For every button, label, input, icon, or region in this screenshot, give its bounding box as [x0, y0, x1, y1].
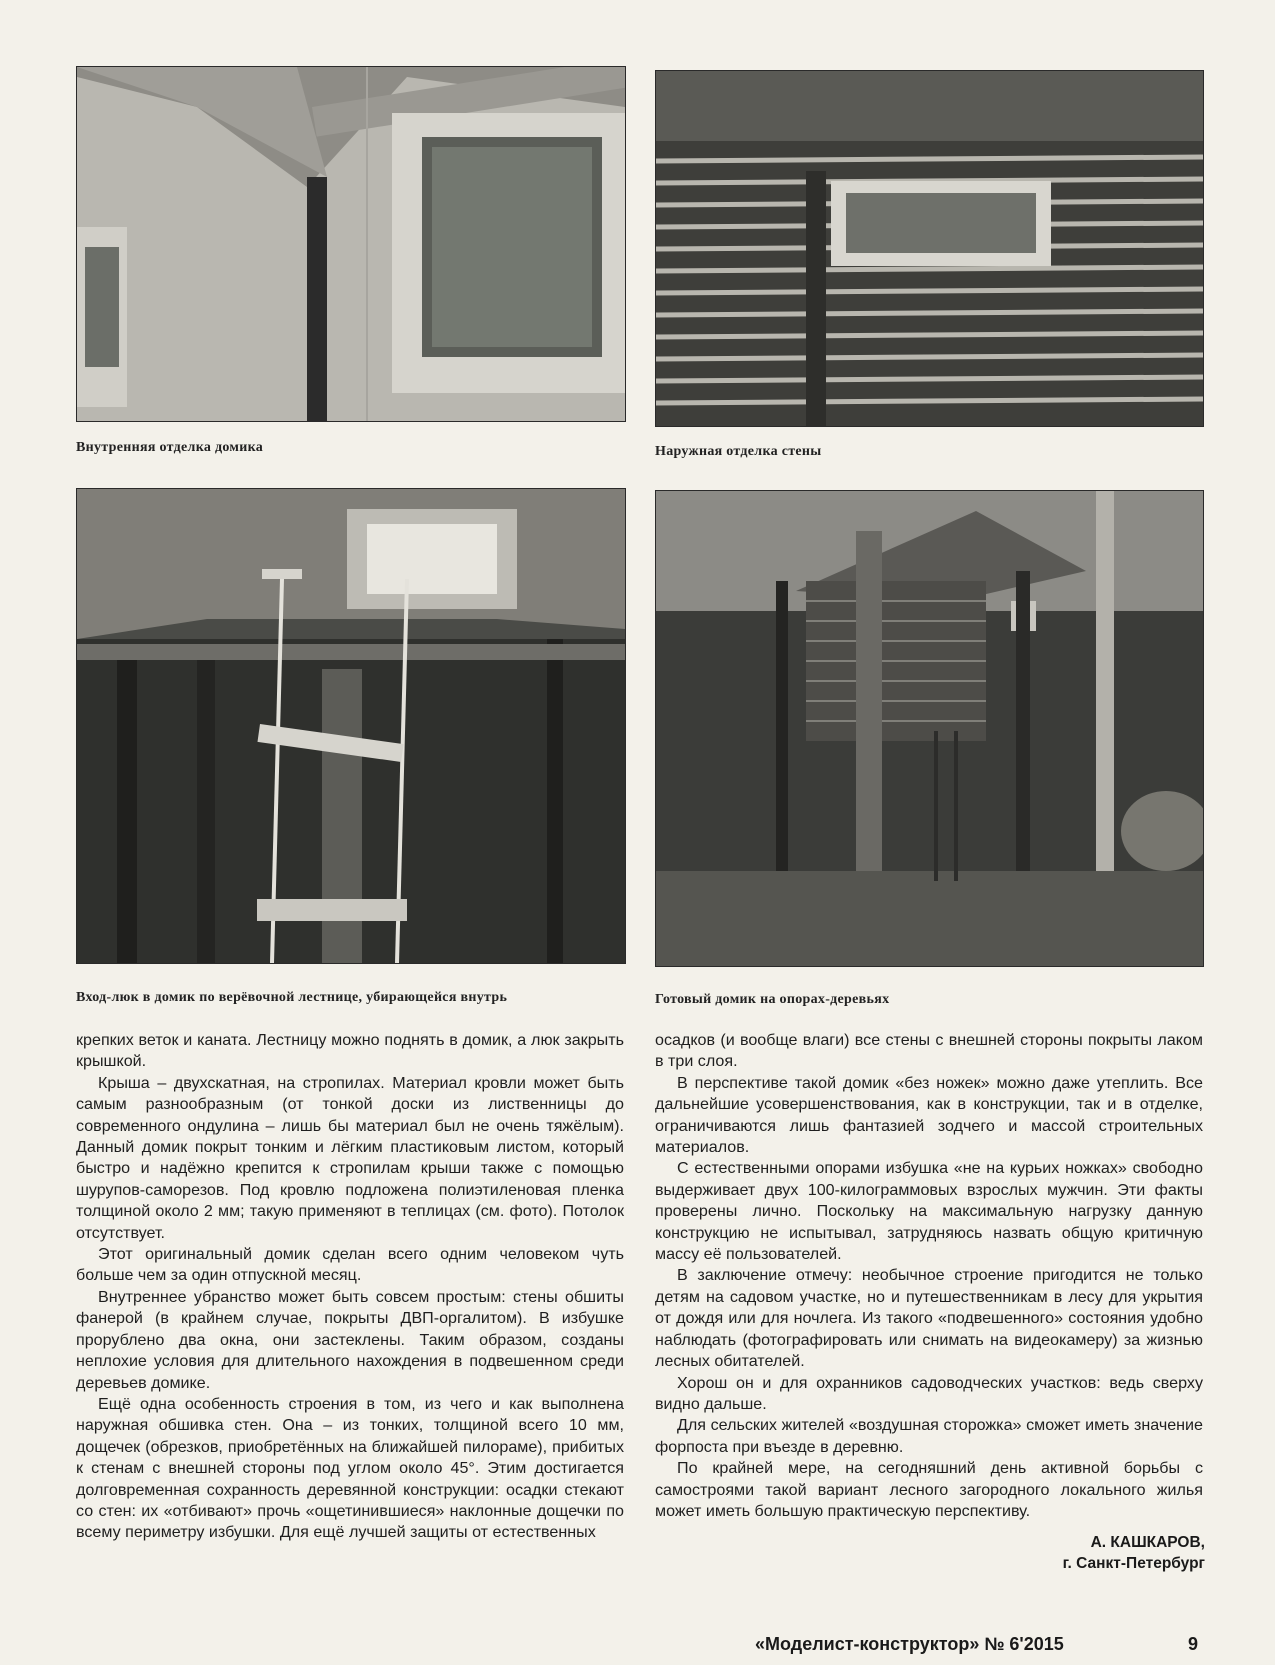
photo-exterior-wall-image [656, 71, 1203, 426]
caption-interior: Внутренняя отделка домика [76, 440, 264, 455]
photo-exterior-wall [655, 70, 1204, 427]
photo-finished-treehouse-image [656, 491, 1203, 966]
caption-hatch-ladder: Вход-люк в домик по верёвочной лестнице, убирающейся внутрь [76, 990, 508, 1005]
article-left-column [76, 1030, 624, 1544]
article-paragraph: Хорош он и для охранников садоводческих участков: ведь сверху видно дальше. [655, 1373, 1203, 1413]
author-city: г. Санкт-Петербург [1062, 1555, 1205, 1572]
magazine-title: «Моделист-конструктор» № 6'2015 [755, 1634, 1064, 1654]
article-paragraph: Для сельских жителей «воздушная сторожка» сможет иметь значение форпоста при въезде в деревню. [655, 1416, 1203, 1456]
page-number: 9 [1188, 1634, 1199, 1654]
article-paragraph: Этот оригинальный домик сделан всего одним человеком чуть больше чем за один отпускной месяц. [76, 1245, 624, 1285]
photo-interior-image [77, 67, 625, 421]
photo-finished-treehouse [655, 490, 1204, 967]
caption-exterior-wall: Наружная отделка стены [655, 444, 822, 459]
article-right-column [655, 1030, 1203, 1522]
photo-interior [76, 66, 626, 422]
article-paragraph: В перспективе такой домик «без ножек» можно даже утеплить. Все дальнейшие усовершенствования, как в конструкции, так и в отделке, ограничиваются лишь фантазией зодчего и массой строительных материалов. [655, 1073, 1203, 1157]
article-paragraph: Внутреннее убранство может быть совсем простым: стены обшиты фанерой (в крайнем случае, покрыты ДВП-оргалитом). В избушке прорублено два окна, они застеклены. Таким образом, созданы неплохие условия для длительного нахождения в подвешенном среди деревьев домике. [76, 1287, 624, 1392]
article-paragraph: Крыша – двухскатная, на стропилах. Материал кровли может быть самым разнообразным (от тонкой доски из лиственницы до современного ондулина – лишь бы материал был не очень тяжёлым). Данный домик покрыт тонким и лёгким пластиковым листом, который быстро и надёжно крепится к стропилам крыши также с помощью шурупов-саморезов. Под кровлю подложена полиэтиленовая пленка толщиной около 2 мм; такую применяют в теплицах (см. фото). Потолок отсутствует. [76, 1073, 624, 1242]
photo-hatch-ladder-image [77, 489, 625, 963]
photo-hatch-ladder [76, 488, 626, 964]
article-paragraph: осадков (и вообще влаги) все стены с внешней стороны покрыты лаком в три слоя. [655, 1031, 1203, 1071]
article-paragraph: крепких веток и каната. Лестницу можно поднять в домик, а люк закрыть крышкой. [76, 1031, 624, 1071]
article-paragraph: В заключение отмечу: необычное строение пригодится не только детям на садовом участке, но и путешественникам в лесу для укрытия от дождя или для ночлега. Из такого «подвешенного» состояния удобно наблюдать (фотографировать или снимать на видеокамеру) за жизнью лесных обитателей. [655, 1266, 1203, 1371]
caption-finished-treehouse: Готовый домик на опорах-деревьях [655, 992, 890, 1007]
article-paragraph: Ещё одна особенность строения в том, из чего и как выполнена наружная обшивка стен. Она – из тонких, толщиной всего 10 мм, дощечек (обрезков, приобретённых на ближайшей пилораме), прибитых к стенам с внешней стороны под углом около 45°. Этим достигается долговременная сохранность деревянной конструкции: осадки стекают со стен: их «отбивают» прочь «ощетинившиеся» наклонные дощечки по всему периметру избушки. Для ещё лучшей защиты от естественных [76, 1394, 624, 1542]
author-signature [1063, 1532, 1205, 1574]
article-paragraph: С естественными опорами избушка «не на курьих ножках» свободно выдерживает двух 100-килограммовых взрослых мужчин. Эти факты проверены лично. Поскольку на максимальную нагрузку данную конструкцию не испытывал, затрудняюсь назвать общую критичную массу её пользователей. [655, 1159, 1203, 1264]
author-name: А. КАШКАРОВ, [1090, 1534, 1205, 1551]
article-paragraph: По крайней мере, на сегодняшний день активной борьбы с самостроями такой вариант лесного загородного локального жилья может иметь большую практическую перспективу. [655, 1459, 1203, 1520]
